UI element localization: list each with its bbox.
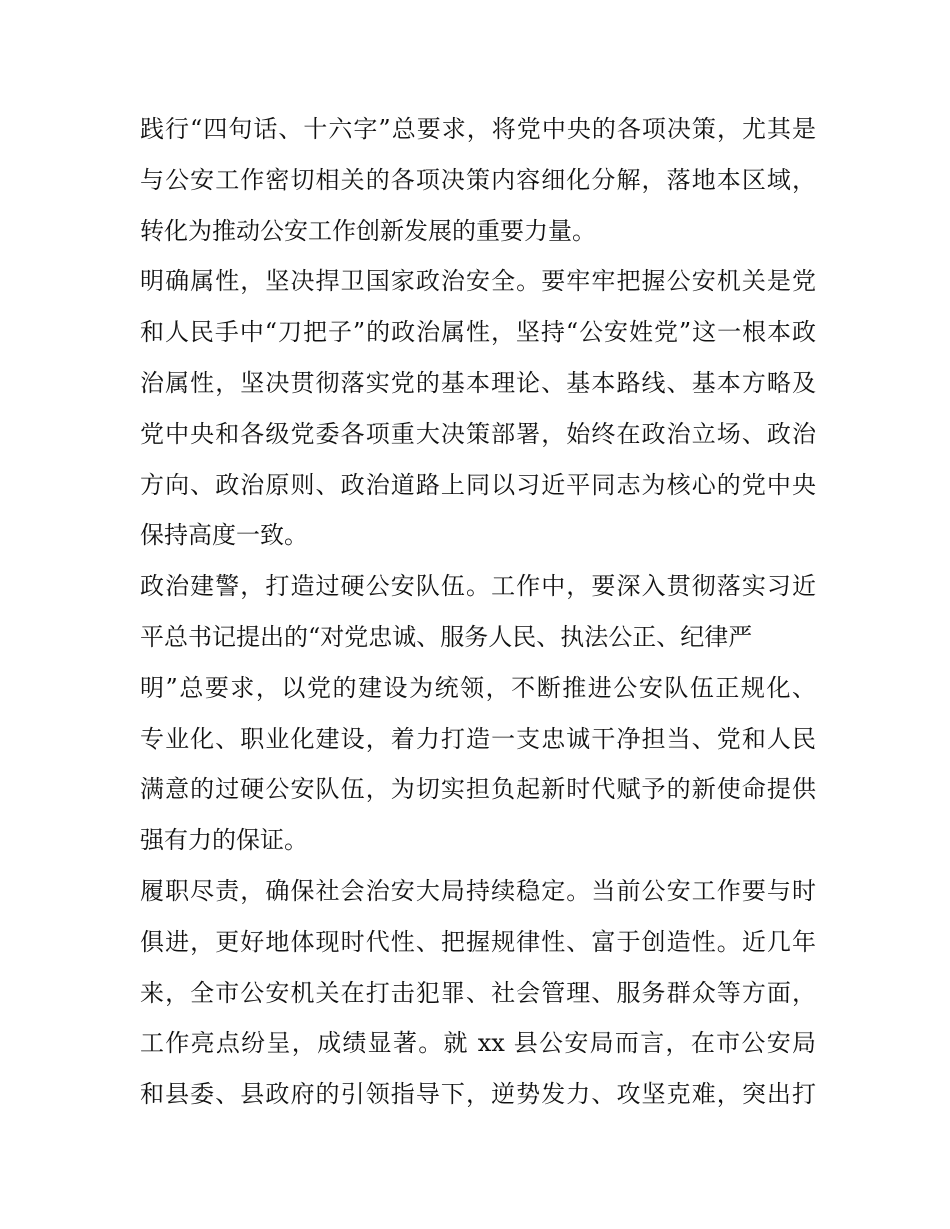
- paragraph-2-line-4: 党中央和各级党委各项重大决策部署，始终在政治立场、政治: [140, 419, 816, 448]
- paragraph-2-line-5: 方向、政治原则、政治道路上同以习近平同志为核心的党中央: [140, 470, 816, 499]
- paragraph-3-line-5: 满意的过硬公安队伍，为切实担负起新时代赋予的新使命提供: [140, 775, 816, 804]
- document-body: [140, 104, 816, 1120]
- paragraph-1-line-2: 与公安工作密切相关的各项决策内容细化分解，落地本区域，: [140, 165, 816, 194]
- paragraph-3-line-2: 平总书记提出的“对党忠诚、服务人民、执法公正、纪律严: [140, 622, 753, 651]
- paragraph-2-line-2: 和人民手中“刀把子”的政治属性，坚持“公安姓党”这一根本政: [140, 318, 816, 347]
- paragraph-3-line-6: 强有力的保证。: [140, 826, 308, 855]
- paragraph-4-line-4: 工作亮点纷呈，成绩显著。就 xx 县公安局而言，在市公安局: [140, 1029, 816, 1058]
- paragraph-4-line-1: 履职尽责，确保社会治安大局持续稳定。当前公安工作要与时: [140, 876, 816, 905]
- paragraph-1-line-1: 践行“四句话、十六字”总要求，将党中央的各项决策，尤其是: [140, 115, 816, 143]
- paragraph-3-line-4: 专业化、职业化建设，着力打造一支忠诚干净担当、党和人民: [140, 724, 816, 753]
- paragraph-4-line-2: 俱进，更好地体现时代性、把握规律性、富于创造性。近几年: [140, 927, 816, 956]
- paragraph-3-line-3: 明”总要求，以党的建设为统领，不断推进公安队伍正规化、: [140, 673, 816, 702]
- paragraph-2-line-6: 保持高度一致。: [140, 521, 308, 550]
- paragraph-4-line-3: 来，全市公安机关在打击犯罪、社会管理、服务群众等方面，: [140, 978, 816, 1007]
- paragraph-3-line-1: 政治建警，打造过硬公安队伍。工作中，要深入贯彻落实习近: [140, 572, 816, 601]
- paragraph-2-line-1: 明确属性，坚决捍卫国家政治安全。要牢牢把握公安机关是党: [140, 267, 816, 296]
- paragraph-1-line-3: 转化为推动公安工作创新发展的重要力量。: [140, 216, 596, 245]
- paragraph-2-line-3: 治属性，坚决贯彻落实党的基本理论、基本路线、基本方略及: [140, 368, 816, 397]
- paragraph-4-line-5: 和县委、县政府的引领指导下，逆势发力、攻坚克难，突出打: [140, 1080, 816, 1109]
